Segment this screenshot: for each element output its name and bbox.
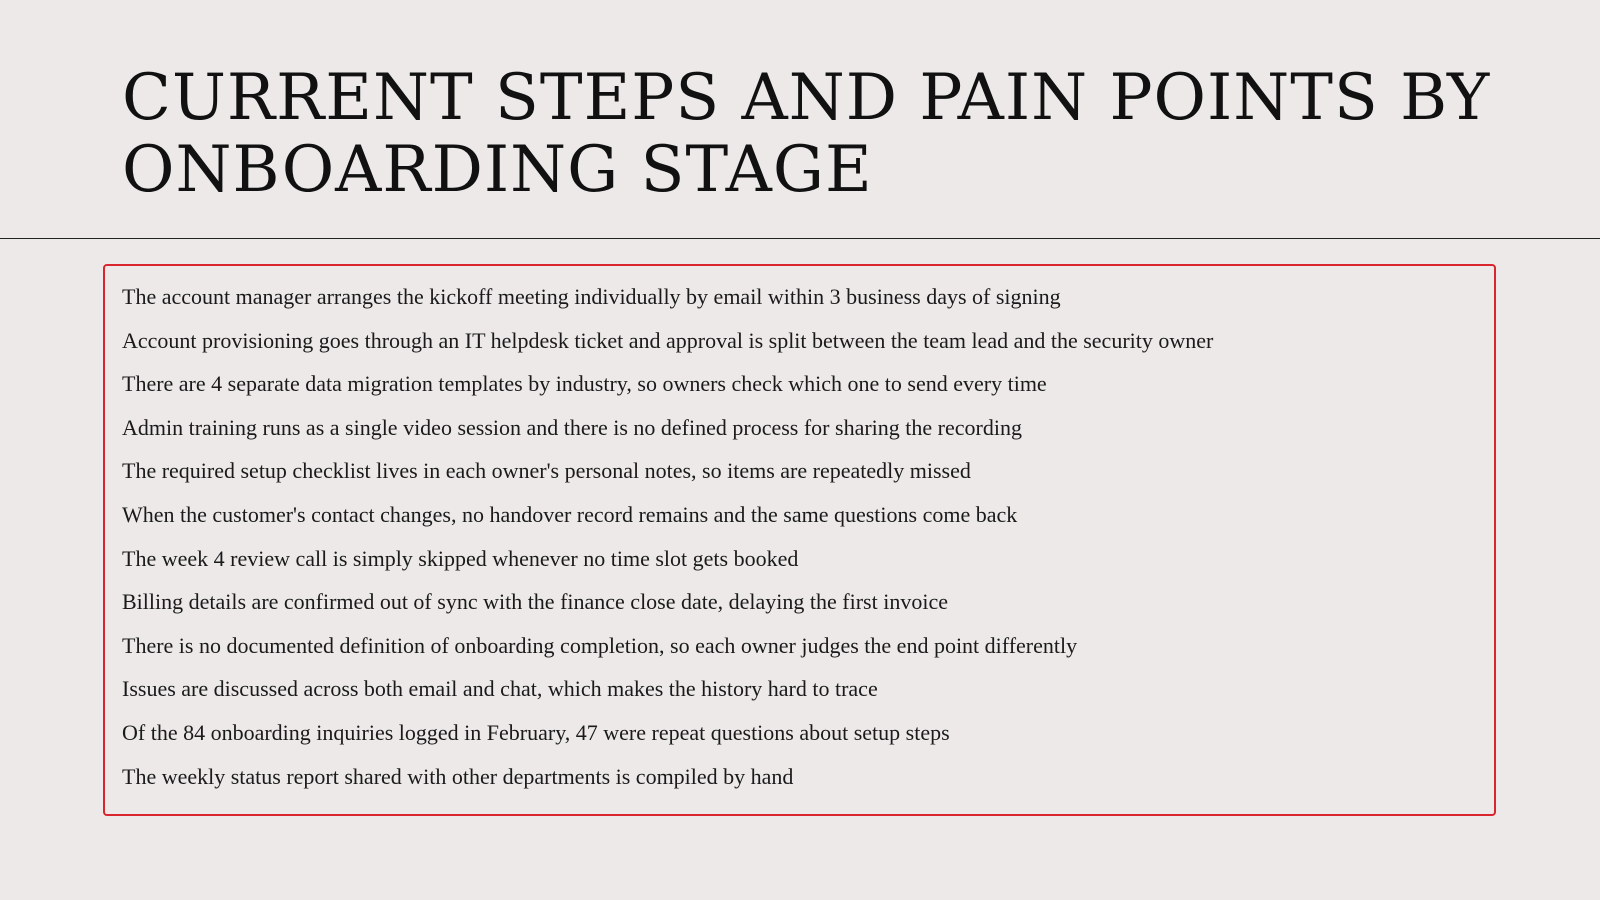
pain-point-item: The week 4 review call is simply skipped whenever no time slot gets booked — [122, 545, 799, 571]
pain-points-list — [105, 266, 1494, 798]
pain-point-item: There is no documented definition of onboarding completion, so each owner judges the end point differently — [122, 632, 1078, 658]
pain-point-item: The account manager arranges the kickoff meeting individually by email within 3 business days of signing — [122, 284, 1061, 309]
pain-points-box — [103, 264, 1496, 816]
pain-point-item: Issues are discussed across both email and chat, which makes the history hard to trace — [122, 676, 878, 702]
slide-title: CURRENT STEPS AND PAIN POINTS BY ONBOARDING STAGE — [122, 61, 1491, 207]
pain-point-item: When the customer's contact changes, no handover record remains and the same questions come back — [122, 501, 1018, 527]
title-divider — [0, 238, 1600, 239]
pain-point-item: The weekly status report shared with other departments is compiled by hand — [122, 763, 794, 789]
pain-point-item: Of the 84 onboarding inquiries logged in February, 47 were repeat questions about setup steps — [122, 719, 950, 745]
pain-point-item: Account provisioning goes through an IT helpdesk ticket and approval is split between the team lead and the security owner — [122, 327, 1214, 353]
pain-point-item: Admin training runs as a single video session and there is no defined process for sharing the recording — [122, 414, 1022, 440]
pain-point-item: There are 4 separate data migration templates by industry, so owners check which one to send every time — [122, 371, 1047, 397]
pain-point-item: Billing details are confirmed out of sync with the finance close date, delaying the first invoice — [122, 589, 948, 615]
pain-point-item: The required setup checklist lives in each owner's personal notes, so items are repeatedly missed — [122, 458, 971, 484]
